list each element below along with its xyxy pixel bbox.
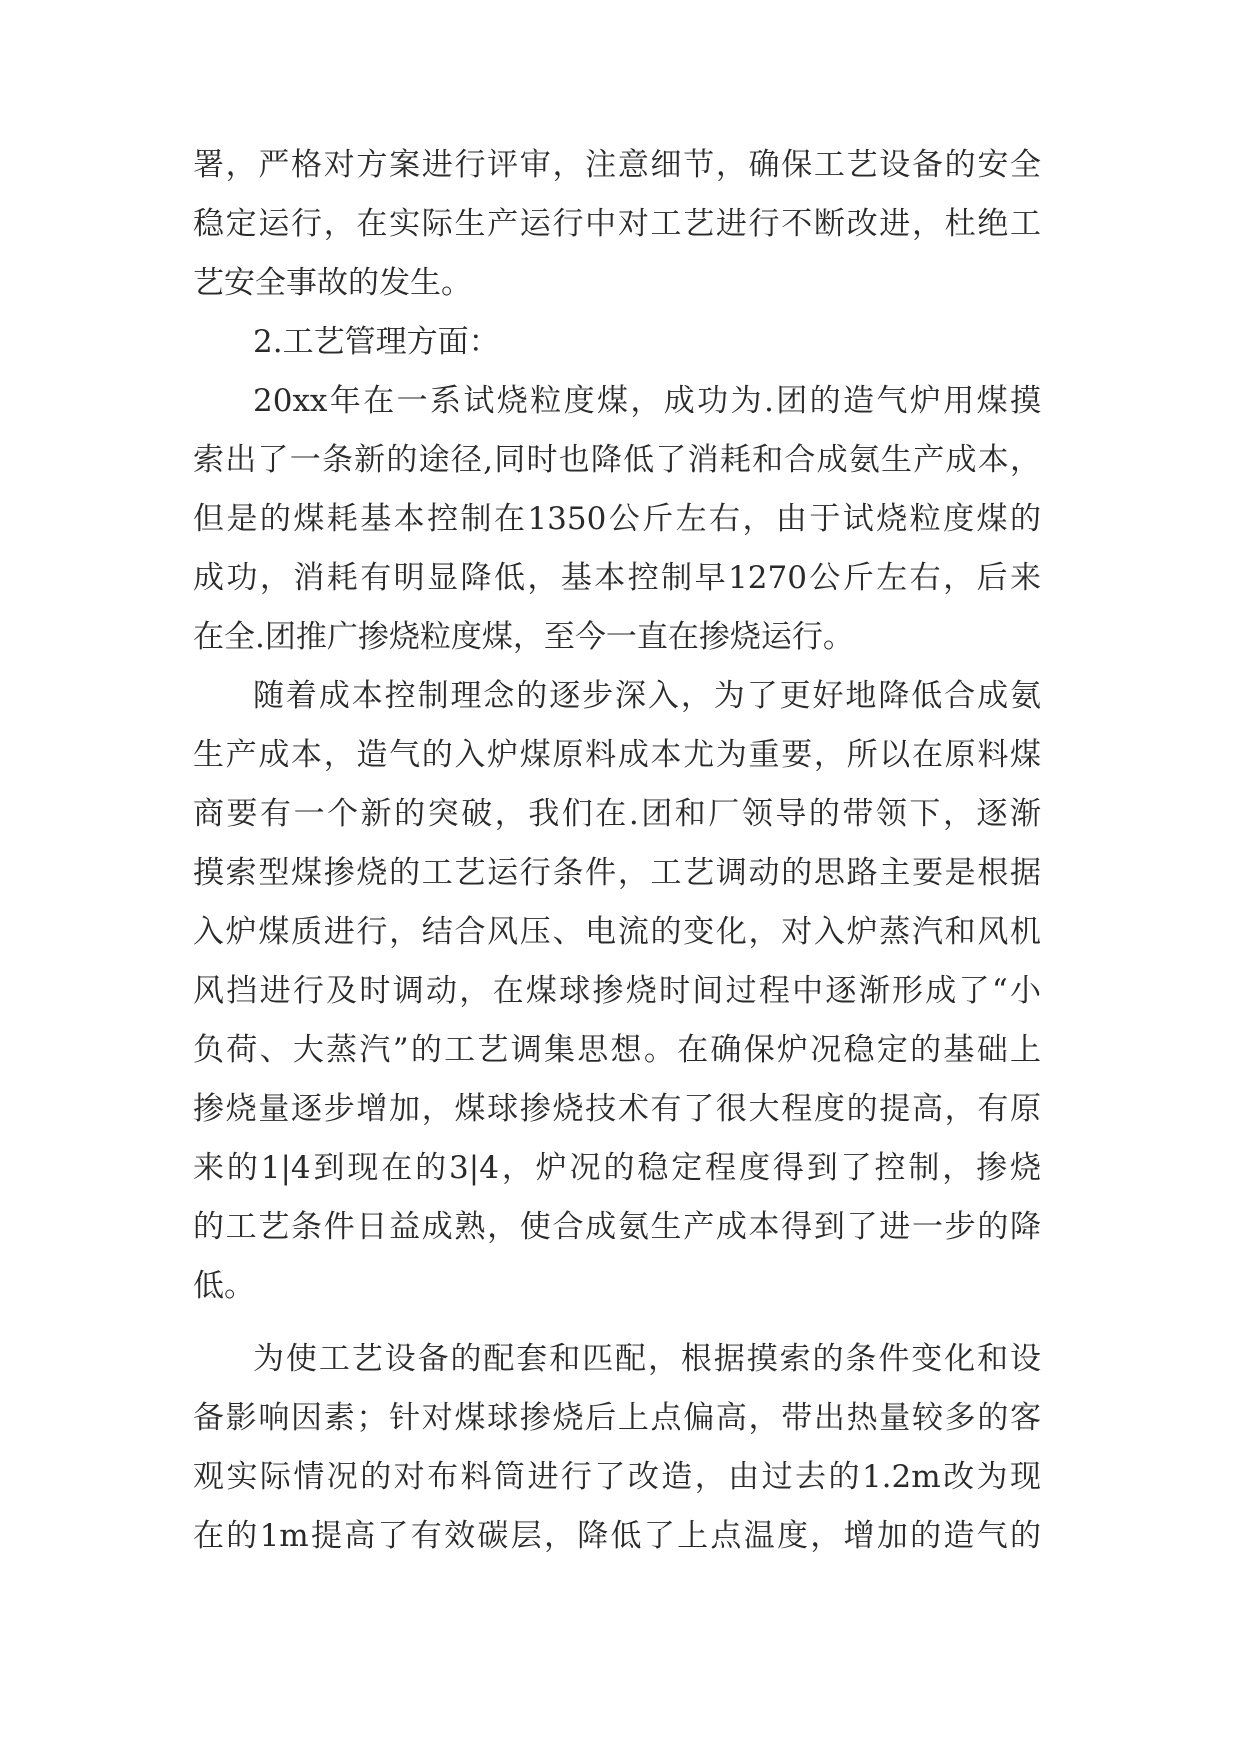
text-line-content: 商要有一个新的突破，我们在.团和厂领导的带领下，逐渐 <box>193 796 1041 832</box>
text-line <box>0 1506 1241 1566</box>
text-line-content: 来的1|4到现在的3|4，炉况的稳定程度得到了控制，掺烧 <box>193 1150 1041 1186</box>
text-line-content: 生产成本，造气的入炉煤原料成本尤为重要，所以在原料煤 <box>193 737 1041 773</box>
text-line-content: 成功，消耗有明显降低，基本控制早1270公斤左右，后来 <box>193 560 1041 596</box>
text-line <box>0 902 1241 962</box>
text-line-content: 署，严格对方案进行评审，注意细节，确保工艺设备的安全 <box>193 147 1041 183</box>
text-line <box>0 1079 1241 1139</box>
text-line <box>0 548 1241 608</box>
text-line <box>0 1020 1241 1080</box>
text-line <box>0 666 1241 726</box>
text-line-content: 艺安全事故的发生。 <box>193 265 472 301</box>
text-line-content: 入炉煤质进行，结合风压、电流的变化，对入炉蒸汽和风机 <box>193 914 1041 950</box>
text-line <box>0 1447 1241 1507</box>
text-line <box>0 1197 1241 1257</box>
text-line <box>0 843 1241 903</box>
text-line-content: 观实际情况的对布料筒进行了改造，由过去的1.2m改为现 <box>193 1459 1041 1495</box>
text-line <box>0 371 1241 431</box>
text-line-content: 的工艺条件日益成熟，使合成氨生产成本得到了进一步的降 <box>193 1209 1041 1245</box>
text-line-content: 掺烧量逐步增加，煤球掺烧技术有了很大程度的提高，有原 <box>193 1091 1041 1127</box>
text-line <box>0 194 1241 254</box>
text-line-content: 索出了一条新的途径,同时也降低了消耗和合成氨生产成本， <box>193 442 1041 478</box>
text-line-content: 稳定运行，在实际生产运行中对工艺进行不断改进，杜绝工 <box>193 206 1041 242</box>
text-line-content: 风挡进行及时调动，在煤球掺烧时间过程中逐渐形成了“小 <box>193 973 1041 1009</box>
text-line <box>0 1256 1241 1316</box>
text-line-content: 在全.团推广掺烧粒度煤，至今一直在掺烧运行。 <box>193 619 854 655</box>
text-line-content: 备影响因素；针对煤球掺烧后上点偏高，带出热量较多的客 <box>193 1400 1041 1436</box>
text-line-content: 在的1m提高了有效碳层，降低了上点温度，增加的造气的 <box>193 1518 1041 1554</box>
text-line-content: 负荷、大蒸汽”的工艺调集思想。在确保炉况稳定的基础上 <box>193 1032 1041 1068</box>
text-line <box>0 784 1241 844</box>
text-line <box>0 961 1241 1021</box>
text-line <box>0 1138 1241 1198</box>
text-line <box>0 253 1241 313</box>
section-heading <box>0 312 1241 372</box>
text-line <box>0 607 1241 667</box>
text-line-content: 20xx年在一系试烧粒度煤，成功为.团的造气炉用煤摸 <box>253 383 1041 419</box>
text-line-content: 低。 <box>193 1268 255 1304</box>
text-line <box>0 489 1241 549</box>
text-line-content: 但是的煤耗基本控制在1350公斤左右，由于试烧粒度煤的 <box>193 501 1041 537</box>
text-line-content: 为使工艺设备的配套和匹配，根据摸索的条件变化和设 <box>253 1341 1041 1377</box>
text-line <box>0 1388 1241 1448</box>
text-line-content: 随着成本控制理念的逐步深入，为了更好地降低合成氨 <box>253 678 1041 714</box>
text-line <box>0 135 1241 195</box>
text-line-content: 摸索型煤掺烧的工艺运行条件，工艺调动的思路主要是根据 <box>193 855 1041 891</box>
text-line <box>0 430 1241 490</box>
text-line <box>0 725 1241 785</box>
text-line <box>0 1329 1241 1389</box>
section-heading-text: 2.工艺管理方面： <box>253 324 500 360</box>
